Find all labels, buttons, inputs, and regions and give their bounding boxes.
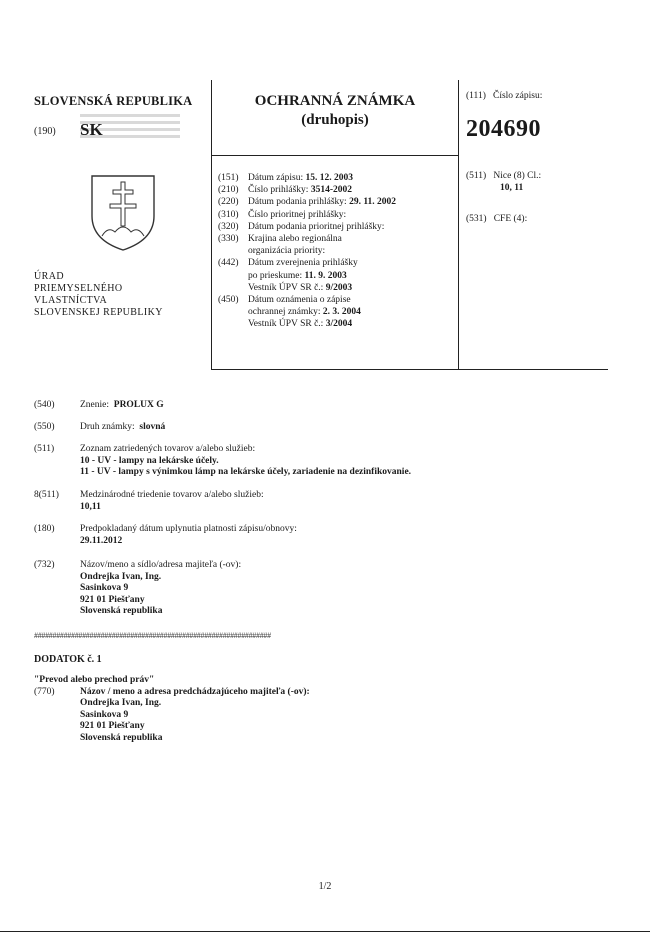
registration-field: (210) Číslo prihlášky: 3514-2002 [218, 185, 352, 196]
registration-number-label: (111) Číslo zápisu: [466, 91, 543, 101]
registration-field: (151) Dátum zápisu: 15. 12. 2003 [218, 173, 354, 183]
registration-field: (450) Dátum oznámenia o zápise [218, 295, 351, 306]
header-bottom-rule [212, 369, 608, 370]
issuing-office: ÚRAD PRIEMYSELNÉHO VLASTNÍCTVA SLOVENSKEJ REPUBLIKY [34, 271, 163, 318]
registration-field: Vestník ÚPV SR č.: 3/2004 [248, 319, 353, 330]
page-bottom-rule [0, 931, 650, 932]
amendment-770: "Prevod alebo prechod práv" (770) Názov / meno a adresa predchádzajúceho majiteľa (-ov): Ondrejka Ivan, Ing. Sasinkova 9 921 01 Piešťany Slovenská republika [34, 675, 310, 743]
registration-number: 204690 [466, 116, 541, 142]
field-540: (540) Znenie: PROLUX G [34, 400, 164, 410]
registration-field: (310) Číslo prioritnej prihlášky: [218, 209, 347, 220]
country-code: SK [80, 120, 103, 139]
field-732-owner: (732) Názov/meno a sídlo/adresa majiteľa (-ov): Ondrejka Ivan, Ing. Sasinkova 9 921 01 Piešťany Slovenská republika [34, 560, 242, 616]
column-divider-left [211, 80, 212, 370]
cfe-classification: (531) CFE (4): [466, 214, 528, 224]
registration-field: (330) Krajina alebo regionálna [218, 234, 342, 245]
registration-field: (320) Dátum podania prioritnej prihlášky: [218, 221, 385, 232]
field-8511: 8(511) Medzinárodné triedenie tovarov a/alebo služieb: 10,11 [34, 490, 264, 512]
registration-field: ochrannej známky: 2. 3. 2004 [248, 307, 361, 318]
column-divider-right [458, 80, 459, 370]
field-180: (180) Predpokladaný dátum uplynutia platnosti zápisu/obnovy: 29.11.2012 [34, 524, 297, 546]
code-190: (190) [34, 126, 56, 137]
nice-classification: (511) Nice (8) Cl.: 10, 11 [466, 171, 542, 193]
amendment-title: DODATOK č. 1 [34, 654, 102, 665]
registration-field: (442) Dátum zverejnenia prihlášky [218, 258, 358, 269]
field-511-goods: (511) Zoznam zatriedených tovarov a/alebo služieb: 10 - UV - lampy na lekárske účely. 11 - UV - lampy s výnimkou lámp na lekárske účely, zariadenie na dezinfikovanie. [34, 444, 412, 477]
page-number: 1/2 [318, 881, 332, 892]
registration-field: (220) Dátum podania prihlášky: 29. 11. 2002 [218, 197, 397, 208]
registration-field: organizácia priority: [248, 246, 326, 257]
registration-fields [218, 172, 454, 331]
header-rule-middle [212, 155, 458, 156]
registration-field: po prieskume: 11. 9. 2003 [248, 270, 347, 281]
coat-of-arms-icon [88, 172, 158, 252]
country-name: SLOVENSKÁ REPUBLIKA [34, 94, 193, 108]
separator-line: ################################################################ [34, 631, 271, 640]
field-550: (550) Druh známky: slovná [34, 422, 166, 432]
document-title: OCHRANNÁ ZNÁMKA (druhopis) [254, 93, 416, 128]
registration-field: Vestník ÚPV SR č.: 9/2003 [248, 282, 353, 293]
